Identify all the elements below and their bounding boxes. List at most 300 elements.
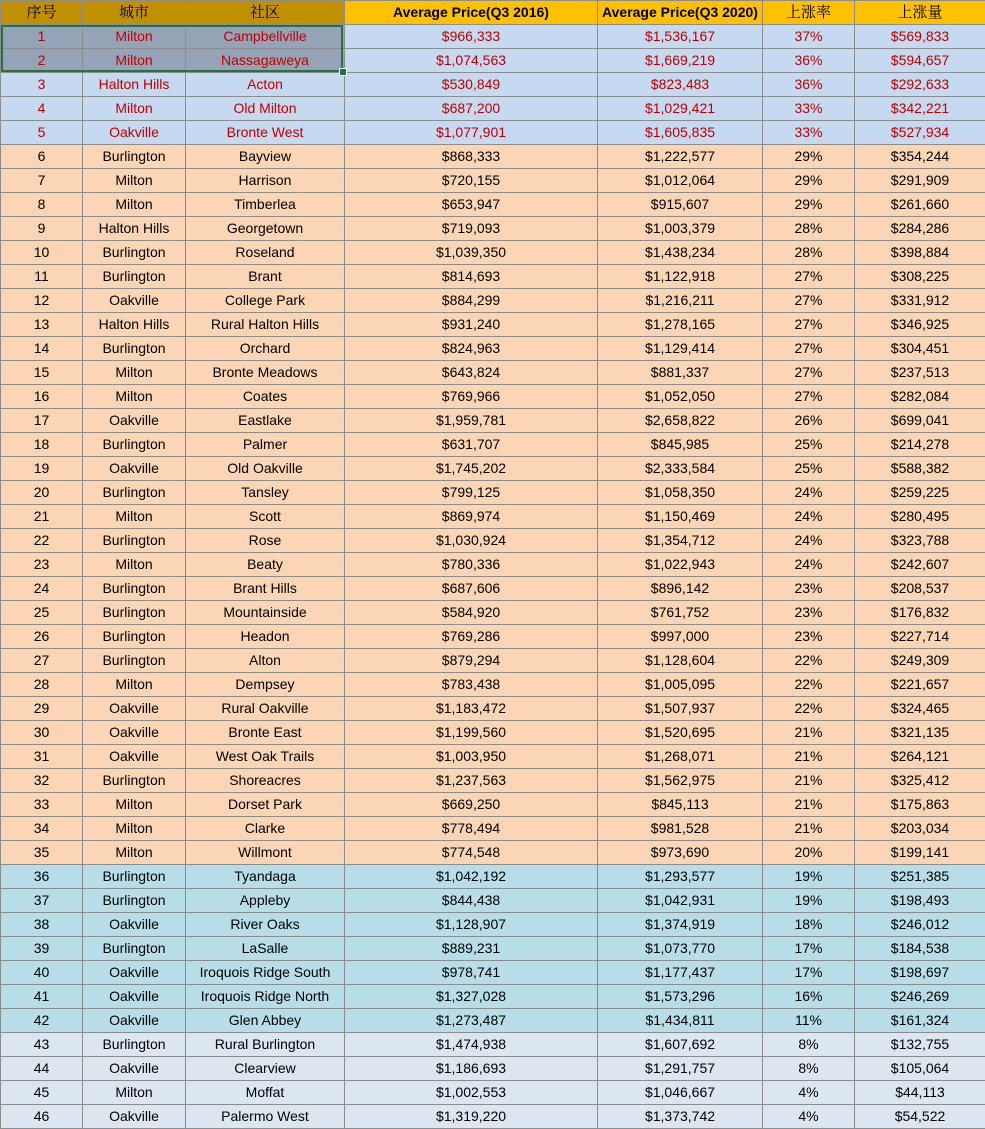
cell-amount[interactable]: $227,714 xyxy=(855,625,985,649)
cell-amount[interactable]: $331,912 xyxy=(855,289,985,313)
cell-no[interactable]: 28 xyxy=(1,673,83,697)
cell-city[interactable]: Burlington xyxy=(83,649,186,673)
cell-rate[interactable]: 27% xyxy=(763,313,855,337)
cell-no[interactable]: 3 xyxy=(1,73,83,97)
col-header-index[interactable]: 序号 xyxy=(1,1,83,25)
cell-city[interactable]: Oakville xyxy=(83,1105,186,1129)
cell-city[interactable]: Burlington xyxy=(83,433,186,457)
cell-city[interactable]: Milton xyxy=(83,841,186,865)
cell-community[interactable]: Beaty xyxy=(186,553,345,577)
cell-p2016[interactable]: $687,200 xyxy=(345,97,598,121)
cell-community[interactable]: Bronte East xyxy=(186,721,345,745)
cell-city[interactable]: Oakville xyxy=(83,745,186,769)
cell-p2020[interactable]: $1,128,604 xyxy=(598,649,763,673)
cell-p2020[interactable]: $2,658,822 xyxy=(598,409,763,433)
cell-amount[interactable]: $354,244 xyxy=(855,145,985,169)
cell-no[interactable]: 26 xyxy=(1,625,83,649)
cell-community[interactable]: Dorset Park xyxy=(186,793,345,817)
cell-amount[interactable]: $527,934 xyxy=(855,121,985,145)
cell-rate[interactable]: 8% xyxy=(763,1057,855,1081)
cell-rate[interactable]: 27% xyxy=(763,289,855,313)
cell-no[interactable]: 6 xyxy=(1,145,83,169)
cell-city[interactable]: Oakville xyxy=(83,457,186,481)
cell-p2020[interactable]: $845,985 xyxy=(598,433,763,457)
cell-no[interactable]: 1 xyxy=(1,25,83,49)
cell-community[interactable]: Bronte West xyxy=(186,121,345,145)
cell-amount[interactable]: $198,697 xyxy=(855,961,985,985)
cell-community[interactable]: Coates xyxy=(186,385,345,409)
cell-city[interactable]: Burlington xyxy=(83,889,186,913)
cell-rate[interactable]: 21% xyxy=(763,721,855,745)
cell-p2016[interactable]: $1,199,560 xyxy=(345,721,598,745)
cell-p2020[interactable]: $1,434,811 xyxy=(598,1009,763,1033)
cell-city[interactable]: Burlington xyxy=(83,865,186,889)
cell-p2016[interactable]: $769,286 xyxy=(345,625,598,649)
cell-no[interactable]: 5 xyxy=(1,121,83,145)
cell-no[interactable]: 44 xyxy=(1,1057,83,1081)
cell-rate[interactable]: 17% xyxy=(763,961,855,985)
cell-no[interactable]: 14 xyxy=(1,337,83,361)
cell-city[interactable]: Oakville xyxy=(83,961,186,985)
cell-p2016[interactable]: $1,319,220 xyxy=(345,1105,598,1129)
cell-no[interactable]: 27 xyxy=(1,649,83,673)
cell-city[interactable]: Burlington xyxy=(83,145,186,169)
cell-p2016[interactable]: $824,963 xyxy=(345,337,598,361)
cell-community[interactable]: Iroquois Ridge North xyxy=(186,985,345,1009)
cell-p2016[interactable]: $720,155 xyxy=(345,169,598,193)
cell-no[interactable]: 15 xyxy=(1,361,83,385)
cell-rate[interactable]: 21% xyxy=(763,769,855,793)
cell-amount[interactable]: $280,495 xyxy=(855,505,985,529)
cell-p2016[interactable]: $799,125 xyxy=(345,481,598,505)
cell-p2020[interactable]: $1,222,577 xyxy=(598,145,763,169)
cell-p2016[interactable]: $966,333 xyxy=(345,25,598,49)
cell-amount[interactable]: $176,832 xyxy=(855,601,985,625)
cell-city[interactable]: Halton Hills xyxy=(83,73,186,97)
cell-p2016[interactable]: $687,606 xyxy=(345,577,598,601)
cell-rate[interactable]: 21% xyxy=(763,817,855,841)
cell-amount[interactable]: $398,884 xyxy=(855,241,985,265)
cell-rate[interactable]: 27% xyxy=(763,265,855,289)
cell-amount[interactable]: $323,788 xyxy=(855,529,985,553)
cell-amount[interactable]: $249,309 xyxy=(855,649,985,673)
cell-p2020[interactable]: $973,690 xyxy=(598,841,763,865)
cell-community[interactable]: Palmer xyxy=(186,433,345,457)
cell-amount[interactable]: $214,278 xyxy=(855,433,985,457)
cell-community[interactable]: Roseland xyxy=(186,241,345,265)
cell-rate[interactable]: 18% xyxy=(763,913,855,937)
cell-p2016[interactable]: $844,438 xyxy=(345,889,598,913)
cell-city[interactable]: Burlington xyxy=(83,769,186,793)
cell-no[interactable]: 30 xyxy=(1,721,83,745)
col-header-city[interactable]: 城市 xyxy=(83,1,186,25)
cell-no[interactable]: 10 xyxy=(1,241,83,265)
cell-city[interactable]: Burlington xyxy=(83,577,186,601)
cell-amount[interactable]: $342,221 xyxy=(855,97,985,121)
cell-amount[interactable]: $325,412 xyxy=(855,769,985,793)
cell-city[interactable]: Burlington xyxy=(83,1033,186,1057)
cell-p2016[interactable]: $643,824 xyxy=(345,361,598,385)
cell-p2016[interactable]: $1,128,907 xyxy=(345,913,598,937)
cell-p2020[interactable]: $1,573,296 xyxy=(598,985,763,1009)
cell-p2016[interactable]: $631,707 xyxy=(345,433,598,457)
cell-amount[interactable]: $251,385 xyxy=(855,865,985,889)
cell-community[interactable]: Shoreacres xyxy=(186,769,345,793)
cell-no[interactable]: 25 xyxy=(1,601,83,625)
cell-community[interactable]: Rose xyxy=(186,529,345,553)
cell-community[interactable]: Bronte Meadows xyxy=(186,361,345,385)
cell-p2016[interactable]: $1,273,487 xyxy=(345,1009,598,1033)
cell-city[interactable]: Oakville xyxy=(83,721,186,745)
cell-p2020[interactable]: $823,483 xyxy=(598,73,763,97)
cell-p2020[interactable]: $1,354,712 xyxy=(598,529,763,553)
cell-community[interactable]: Brant xyxy=(186,265,345,289)
cell-city[interactable]: Milton xyxy=(83,25,186,49)
cell-p2016[interactable]: $653,947 xyxy=(345,193,598,217)
cell-city[interactable]: Halton Hills xyxy=(83,313,186,337)
cell-city[interactable]: Burlington xyxy=(83,265,186,289)
cell-no[interactable]: 38 xyxy=(1,913,83,937)
cell-rate[interactable]: 19% xyxy=(763,865,855,889)
cell-p2016[interactable]: $1,327,028 xyxy=(345,985,598,1009)
cell-community[interactable]: Headon xyxy=(186,625,345,649)
cell-amount[interactable]: $246,269 xyxy=(855,985,985,1009)
cell-rate[interactable]: 22% xyxy=(763,673,855,697)
cell-city[interactable]: Milton xyxy=(83,97,186,121)
cell-amount[interactable]: $699,041 xyxy=(855,409,985,433)
cell-p2016[interactable]: $931,240 xyxy=(345,313,598,337)
cell-amount[interactable]: $161,324 xyxy=(855,1009,985,1033)
cell-p2016[interactable]: $1,074,563 xyxy=(345,49,598,73)
cell-city[interactable]: Milton xyxy=(83,673,186,697)
cell-p2016[interactable]: $889,231 xyxy=(345,937,598,961)
cell-community[interactable]: Alton xyxy=(186,649,345,673)
cell-p2016[interactable]: $1,183,472 xyxy=(345,697,598,721)
cell-p2020[interactable]: $1,058,350 xyxy=(598,481,763,505)
cell-city[interactable]: Halton Hills xyxy=(83,217,186,241)
cell-no[interactable]: 20 xyxy=(1,481,83,505)
cell-community[interactable]: Eastlake xyxy=(186,409,345,433)
cell-amount[interactable]: $175,863 xyxy=(855,793,985,817)
col-header-increase-amount[interactable]: 上涨量 xyxy=(855,1,985,25)
cell-amount[interactable]: $242,607 xyxy=(855,553,985,577)
cell-no[interactable]: 40 xyxy=(1,961,83,985)
cell-no[interactable]: 43 xyxy=(1,1033,83,1057)
cell-community[interactable]: Appleby xyxy=(186,889,345,913)
cell-city[interactable]: Milton xyxy=(83,169,186,193)
cell-p2016[interactable]: $1,959,781 xyxy=(345,409,598,433)
cell-p2016[interactable]: $769,966 xyxy=(345,385,598,409)
cell-amount[interactable]: $132,755 xyxy=(855,1033,985,1057)
cell-p2020[interactable]: $1,291,757 xyxy=(598,1057,763,1081)
cell-p2020[interactable]: $1,003,379 xyxy=(598,217,763,241)
cell-rate[interactable]: 19% xyxy=(763,889,855,913)
cell-rate[interactable]: 22% xyxy=(763,649,855,673)
cell-rate[interactable]: 11% xyxy=(763,1009,855,1033)
cell-p2020[interactable]: $1,605,835 xyxy=(598,121,763,145)
cell-amount[interactable]: $237,513 xyxy=(855,361,985,385)
cell-rate[interactable]: 37% xyxy=(763,25,855,49)
cell-p2016[interactable]: $780,336 xyxy=(345,553,598,577)
cell-rate[interactable]: 16% xyxy=(763,985,855,1009)
col-header-increase-rate[interactable]: 上涨率 xyxy=(763,1,855,25)
cell-community[interactable]: Tansley xyxy=(186,481,345,505)
col-header-price-2016[interactable]: Average Price(Q3 2016) xyxy=(345,1,598,25)
cell-community[interactable]: Rural Oakville xyxy=(186,697,345,721)
cell-amount[interactable]: $346,925 xyxy=(855,313,985,337)
cell-no[interactable]: 17 xyxy=(1,409,83,433)
cell-city[interactable]: Milton xyxy=(83,49,186,73)
cell-p2020[interactable]: $1,607,692 xyxy=(598,1033,763,1057)
cell-rate[interactable]: 33% xyxy=(763,97,855,121)
cell-p2020[interactable]: $1,150,469 xyxy=(598,505,763,529)
cell-amount[interactable]: $569,833 xyxy=(855,25,985,49)
cell-rate[interactable]: 27% xyxy=(763,385,855,409)
cell-rate[interactable]: 36% xyxy=(763,49,855,73)
cell-amount[interactable]: $261,660 xyxy=(855,193,985,217)
cell-rate[interactable]: 25% xyxy=(763,433,855,457)
cell-amount[interactable]: $588,382 xyxy=(855,457,985,481)
cell-city[interactable]: Milton xyxy=(83,1081,186,1105)
cell-rate[interactable]: 24% xyxy=(763,481,855,505)
cell-community[interactable]: Nassagaweya xyxy=(186,49,345,73)
cell-community[interactable]: LaSalle xyxy=(186,937,345,961)
cell-rate[interactable]: 28% xyxy=(763,241,855,265)
cell-p2020[interactable]: $1,520,695 xyxy=(598,721,763,745)
cell-city[interactable]: Burlington xyxy=(83,529,186,553)
cell-rate[interactable]: 24% xyxy=(763,553,855,577)
cell-no[interactable]: 37 xyxy=(1,889,83,913)
cell-p2016[interactable]: $879,294 xyxy=(345,649,598,673)
cell-p2020[interactable]: $1,268,071 xyxy=(598,745,763,769)
cell-community[interactable]: Tyandaga xyxy=(186,865,345,889)
cell-no[interactable]: 23 xyxy=(1,553,83,577)
cell-rate[interactable]: 28% xyxy=(763,217,855,241)
cell-amount[interactable]: $184,538 xyxy=(855,937,985,961)
cell-community[interactable]: Willmont xyxy=(186,841,345,865)
cell-community[interactable]: Georgetown xyxy=(186,217,345,241)
cell-rate[interactable]: 24% xyxy=(763,529,855,553)
cell-amount[interactable]: $246,012 xyxy=(855,913,985,937)
cell-no[interactable]: 31 xyxy=(1,745,83,769)
cell-community[interactable]: Clearview xyxy=(186,1057,345,1081)
cell-rate[interactable]: 29% xyxy=(763,145,855,169)
cell-no[interactable]: 12 xyxy=(1,289,83,313)
cell-rate[interactable]: 21% xyxy=(763,793,855,817)
cell-no[interactable]: 9 xyxy=(1,217,83,241)
cell-no[interactable]: 32 xyxy=(1,769,83,793)
cell-no[interactable]: 13 xyxy=(1,313,83,337)
cell-amount[interactable]: $208,537 xyxy=(855,577,985,601)
cell-city[interactable]: Milton xyxy=(83,553,186,577)
cell-p2016[interactable]: $1,003,950 xyxy=(345,745,598,769)
cell-community[interactable]: Palermo West xyxy=(186,1105,345,1129)
cell-amount[interactable]: $44,113 xyxy=(855,1081,985,1105)
cell-amount[interactable]: $321,135 xyxy=(855,721,985,745)
cell-community[interactable]: Old Oakville xyxy=(186,457,345,481)
cell-p2020[interactable]: $1,374,919 xyxy=(598,913,763,937)
cell-p2016[interactable]: $669,250 xyxy=(345,793,598,817)
fill-handle[interactable] xyxy=(339,68,347,76)
cell-amount[interactable]: $284,286 xyxy=(855,217,985,241)
cell-community[interactable]: Glen Abbey xyxy=(186,1009,345,1033)
cell-no[interactable]: 36 xyxy=(1,865,83,889)
cell-community[interactable]: West Oak Trails xyxy=(186,745,345,769)
cell-amount[interactable]: $199,141 xyxy=(855,841,985,865)
cell-city[interactable]: Milton xyxy=(83,505,186,529)
cell-p2016[interactable]: $868,333 xyxy=(345,145,598,169)
cell-no[interactable]: 46 xyxy=(1,1105,83,1129)
cell-community[interactable]: Rural Halton Hills xyxy=(186,313,345,337)
cell-no[interactable]: 18 xyxy=(1,433,83,457)
cell-p2020[interactable]: $1,129,414 xyxy=(598,337,763,361)
cell-p2020[interactable]: $997,000 xyxy=(598,625,763,649)
cell-p2020[interactable]: $1,052,050 xyxy=(598,385,763,409)
cell-no[interactable]: 34 xyxy=(1,817,83,841)
cell-p2020[interactable]: $896,142 xyxy=(598,577,763,601)
cell-rate[interactable]: 22% xyxy=(763,697,855,721)
cell-no[interactable]: 22 xyxy=(1,529,83,553)
cell-no[interactable]: 41 xyxy=(1,985,83,1009)
cell-city[interactable]: Milton xyxy=(83,361,186,385)
cell-rate[interactable]: 4% xyxy=(763,1105,855,1129)
cell-community[interactable]: Timberlea xyxy=(186,193,345,217)
col-header-community[interactable]: 社区 xyxy=(186,1,345,25)
cell-community[interactable]: Harrison xyxy=(186,169,345,193)
cell-p2020[interactable]: $1,005,095 xyxy=(598,673,763,697)
cell-no[interactable]: 11 xyxy=(1,265,83,289)
cell-p2020[interactable]: $1,293,577 xyxy=(598,865,763,889)
cell-p2016[interactable]: $783,438 xyxy=(345,673,598,697)
cell-amount[interactable]: $105,064 xyxy=(855,1057,985,1081)
cell-p2020[interactable]: $1,562,975 xyxy=(598,769,763,793)
cell-no[interactable]: 45 xyxy=(1,1081,83,1105)
cell-no[interactable]: 7 xyxy=(1,169,83,193)
cell-community[interactable]: Acton xyxy=(186,73,345,97)
cell-p2020[interactable]: $761,752 xyxy=(598,601,763,625)
cell-no[interactable]: 42 xyxy=(1,1009,83,1033)
cell-no[interactable]: 2 xyxy=(1,49,83,73)
cell-amount[interactable]: $259,225 xyxy=(855,481,985,505)
cell-p2016[interactable]: $1,237,563 xyxy=(345,769,598,793)
cell-rate[interactable]: 27% xyxy=(763,361,855,385)
cell-rate[interactable]: 29% xyxy=(763,193,855,217)
cell-community[interactable]: Bayview xyxy=(186,145,345,169)
cell-amount[interactable]: $304,451 xyxy=(855,337,985,361)
cell-p2016[interactable]: $1,002,553 xyxy=(345,1081,598,1105)
cell-rate[interactable]: 21% xyxy=(763,745,855,769)
cell-city[interactable]: Oakville xyxy=(83,289,186,313)
cell-community[interactable]: Brant Hills xyxy=(186,577,345,601)
cell-city[interactable]: Oakville xyxy=(83,913,186,937)
cell-no[interactable]: 16 xyxy=(1,385,83,409)
cell-p2016[interactable]: $1,039,350 xyxy=(345,241,598,265)
cell-no[interactable]: 24 xyxy=(1,577,83,601)
cell-rate[interactable]: 23% xyxy=(763,577,855,601)
cell-no[interactable]: 33 xyxy=(1,793,83,817)
cell-p2020[interactable]: $1,177,437 xyxy=(598,961,763,985)
cell-p2020[interactable]: $981,528 xyxy=(598,817,763,841)
cell-no[interactable]: 39 xyxy=(1,937,83,961)
cell-rate[interactable]: 24% xyxy=(763,505,855,529)
cell-city[interactable]: Burlington xyxy=(83,937,186,961)
cell-rate[interactable]: 17% xyxy=(763,937,855,961)
cell-no[interactable]: 4 xyxy=(1,97,83,121)
cell-city[interactable]: Milton xyxy=(83,385,186,409)
cell-p2016[interactable]: $1,042,192 xyxy=(345,865,598,889)
cell-community[interactable]: Campbellville xyxy=(186,25,345,49)
cell-amount[interactable]: $594,657 xyxy=(855,49,985,73)
cell-amount[interactable]: $291,909 xyxy=(855,169,985,193)
cell-city[interactable]: Milton xyxy=(83,793,186,817)
cell-rate[interactable]: 27% xyxy=(763,337,855,361)
cell-city[interactable]: Burlington xyxy=(83,481,186,505)
cell-p2020[interactable]: $1,438,234 xyxy=(598,241,763,265)
cell-community[interactable]: Mountainside xyxy=(186,601,345,625)
cell-community[interactable]: Orchard xyxy=(186,337,345,361)
cell-p2016[interactable]: $1,077,901 xyxy=(345,121,598,145)
cell-amount[interactable]: $264,121 xyxy=(855,745,985,769)
cell-amount[interactable]: $292,633 xyxy=(855,73,985,97)
cell-community[interactable]: Scott xyxy=(186,505,345,529)
cell-amount[interactable]: $198,493 xyxy=(855,889,985,913)
cell-p2020[interactable]: $881,337 xyxy=(598,361,763,385)
cell-rate[interactable]: 25% xyxy=(763,457,855,481)
cell-p2016[interactable]: $1,186,693 xyxy=(345,1057,598,1081)
cell-p2020[interactable]: $1,373,742 xyxy=(598,1105,763,1129)
cell-no[interactable]: 35 xyxy=(1,841,83,865)
cell-city[interactable]: Oakville xyxy=(83,697,186,721)
cell-p2020[interactable]: $1,046,667 xyxy=(598,1081,763,1105)
cell-community[interactable]: College Park xyxy=(186,289,345,313)
cell-p2020[interactable]: $1,029,421 xyxy=(598,97,763,121)
cell-city[interactable]: Burlington xyxy=(83,337,186,361)
cell-amount[interactable]: $282,084 xyxy=(855,385,985,409)
cell-no[interactable]: 19 xyxy=(1,457,83,481)
cell-city[interactable]: Oakville xyxy=(83,985,186,1009)
cell-p2016[interactable]: $584,920 xyxy=(345,601,598,625)
cell-city[interactable]: Oakville xyxy=(83,409,186,433)
cell-p2016[interactable]: $1,030,924 xyxy=(345,529,598,553)
cell-rate[interactable]: 33% xyxy=(763,121,855,145)
cell-rate[interactable]: 23% xyxy=(763,625,855,649)
cell-no[interactable]: 29 xyxy=(1,697,83,721)
cell-p2020[interactable]: $1,012,064 xyxy=(598,169,763,193)
cell-p2016[interactable]: $978,741 xyxy=(345,961,598,985)
cell-rate[interactable]: 20% xyxy=(763,841,855,865)
cell-city[interactable]: Burlington xyxy=(83,625,186,649)
cell-p2016[interactable]: $774,548 xyxy=(345,841,598,865)
cell-community[interactable]: Iroquois Ridge South xyxy=(186,961,345,985)
cell-community[interactable]: Rural Burlington xyxy=(186,1033,345,1057)
cell-community[interactable]: Dempsey xyxy=(186,673,345,697)
cell-city[interactable]: Burlington xyxy=(83,601,186,625)
cell-p2020[interactable]: $2,333,584 xyxy=(598,457,763,481)
cell-community[interactable]: Clarke xyxy=(186,817,345,841)
cell-p2020[interactable]: $1,022,943 xyxy=(598,553,763,577)
cell-rate[interactable]: 26% xyxy=(763,409,855,433)
cell-rate[interactable]: 29% xyxy=(763,169,855,193)
cell-no[interactable]: 21 xyxy=(1,505,83,529)
cell-p2016[interactable]: $778,494 xyxy=(345,817,598,841)
cell-p2020[interactable]: $915,607 xyxy=(598,193,763,217)
cell-p2016[interactable]: $530,849 xyxy=(345,73,598,97)
cell-no[interactable]: 8 xyxy=(1,193,83,217)
cell-city[interactable]: Milton xyxy=(83,193,186,217)
cell-p2016[interactable]: $869,974 xyxy=(345,505,598,529)
col-header-price-2020[interactable]: Average Price(Q3 2020) xyxy=(598,1,763,25)
cell-amount[interactable]: $308,225 xyxy=(855,265,985,289)
